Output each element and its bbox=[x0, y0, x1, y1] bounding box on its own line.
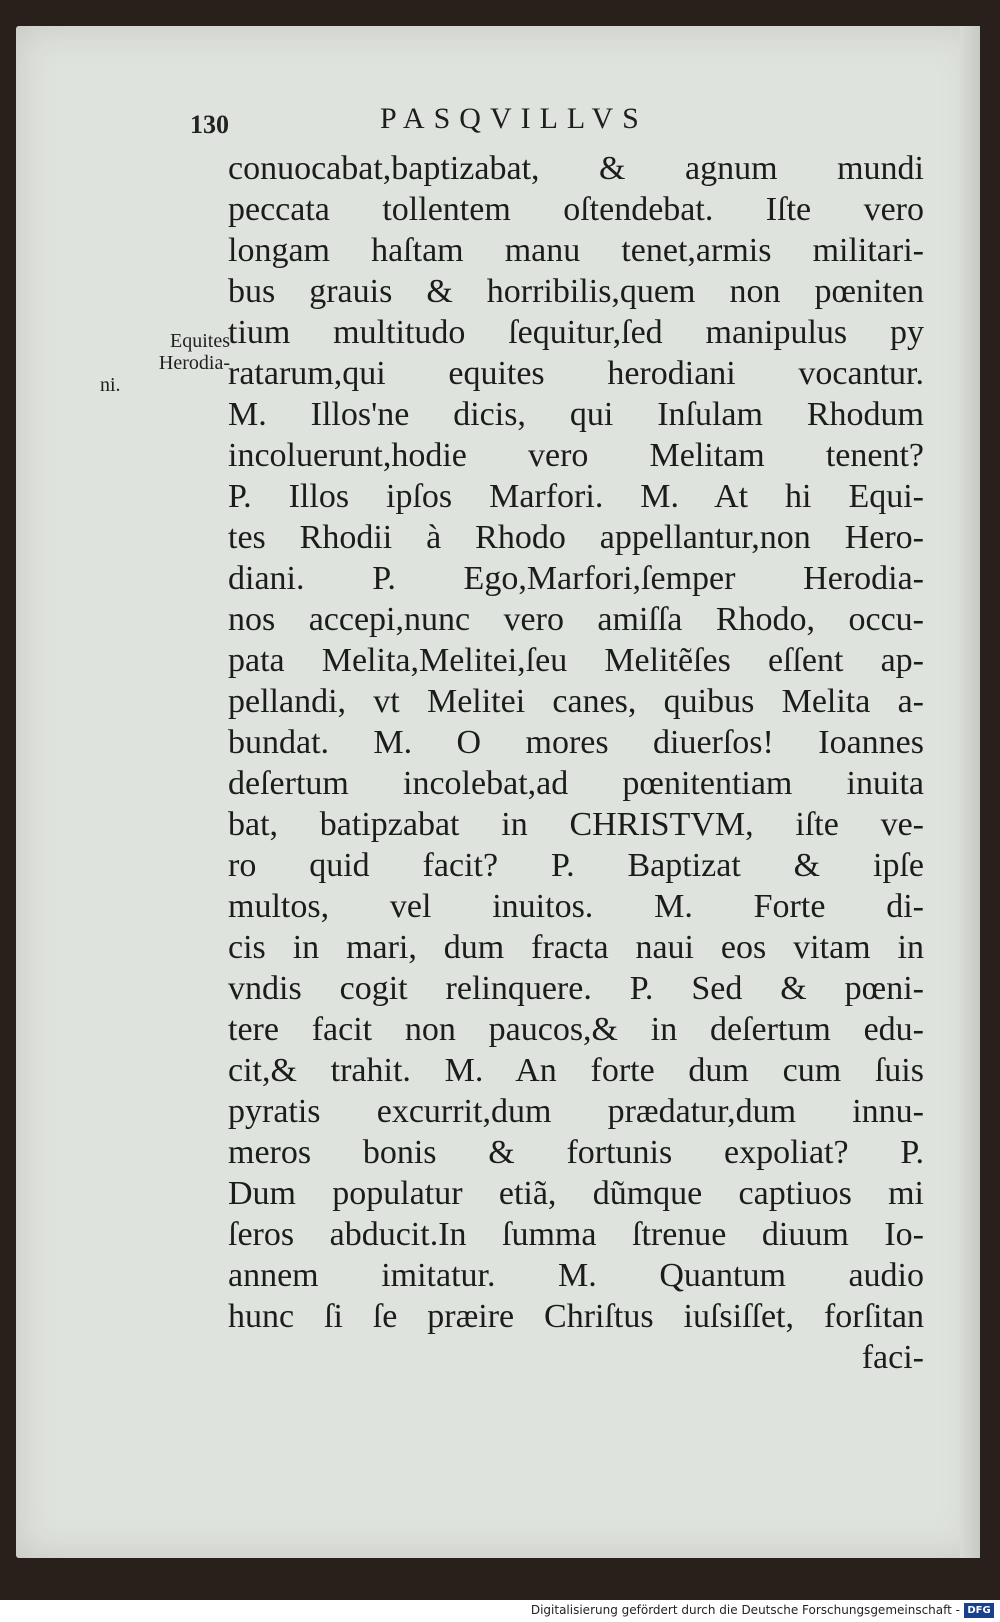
text-line: nos accepi,nunc vero amiſſa Rhodo, occu- bbox=[228, 601, 924, 638]
marginal-note-line: ni. bbox=[100, 374, 121, 396]
text-line: tium multitudo ſequitur,ſed manipulus py bbox=[228, 314, 924, 351]
text-line: tes Rhodii à Rhodo appellantur,non Hero- bbox=[228, 519, 924, 556]
text-line: bus grauis & horribilis,quem non pœniten bbox=[228, 273, 924, 310]
text-line: cit,& trahit. M. An forte dum cum ſuis bbox=[228, 1052, 924, 1089]
marginal-note-line: Herodia- bbox=[158, 352, 230, 374]
text-line: deſertum incolebat,ad pœnitentiam inuita bbox=[228, 765, 924, 802]
text-line: incoluerunt,hodie vero Melitam tenent? bbox=[228, 437, 924, 474]
catchword: faci- bbox=[861, 1339, 924, 1376]
text-line: conuocabat,baptizabat, & agnum mundi bbox=[228, 150, 924, 187]
text-line: peccata tollentem oſtendebat. Iſte vero bbox=[228, 191, 924, 228]
text-line: M. Illos'ne dicis, qui Inſulam Rhodum bbox=[228, 396, 924, 433]
text-line: Dum populatur etiã, dũmque captiuos mi bbox=[228, 1175, 924, 1212]
text-line: bat, batipzabat in CHRISTVM, iſte ve- bbox=[228, 806, 924, 843]
text-line: longam haſtam manu tenet,armis militari- bbox=[228, 232, 924, 269]
text-line: meros bonis & fortunis expoliat? P. bbox=[228, 1134, 924, 1171]
text-line: pellandi, vt Melitei canes, quibus Melita a- bbox=[228, 683, 924, 720]
footer-bar bbox=[0, 1600, 1000, 1622]
text-line: tere facit non paucos,& in deſertum edu- bbox=[228, 1011, 924, 1048]
text-line: ratarum,qui equites herodiani vocantur. bbox=[228, 355, 924, 392]
text-line: bundat. M. O mores diuerſos! Ioannes bbox=[228, 724, 924, 761]
text-line: cis in mari, dum fracta naui eos vitam in bbox=[228, 929, 924, 966]
funding-credit: Digitalisierung gefördert durch die Deutsche Forschungsgemeinschaft - bbox=[530, 1603, 960, 1617]
text-line: pata Melita,Melitei,ſeu Melitẽſes eſſent ap- bbox=[228, 642, 924, 679]
text-line: ro quid facit? P. Baptizat & ipſe bbox=[228, 847, 924, 884]
running-title: PASQVILLVS bbox=[380, 102, 648, 135]
marginal-note bbox=[90, 330, 230, 396]
marginal-note-line: Equites bbox=[170, 330, 230, 352]
text-line: multos, vel inuitos. M. Forte di- bbox=[228, 888, 924, 925]
body-text bbox=[228, 148, 924, 1378]
text-line: hunc ſi ſe præire Chriſtus iuſsiſſet, forſitan bbox=[228, 1298, 924, 1335]
dfg-logo-icon: DFG bbox=[964, 1603, 994, 1618]
text-line: pyratis excurrit,dum prædatur,dum innu- bbox=[228, 1093, 924, 1130]
text-line: P. Illos ipſos Marfori. M. At hi Equi- bbox=[228, 478, 924, 515]
page-number: 130 bbox=[190, 110, 229, 139]
text-line: annem imitatur. M. Quantum audio bbox=[228, 1257, 924, 1294]
text-line: diani. P. Ego,Marfori,ſemper Herodia- bbox=[228, 560, 924, 597]
text-line: vndis cogit relinquere. P. Sed & pœni- bbox=[228, 970, 924, 1007]
text-line: ſeros abducit.In ſumma ſtrenue diuum Io- bbox=[228, 1216, 924, 1253]
page-edge bbox=[960, 26, 980, 1558]
